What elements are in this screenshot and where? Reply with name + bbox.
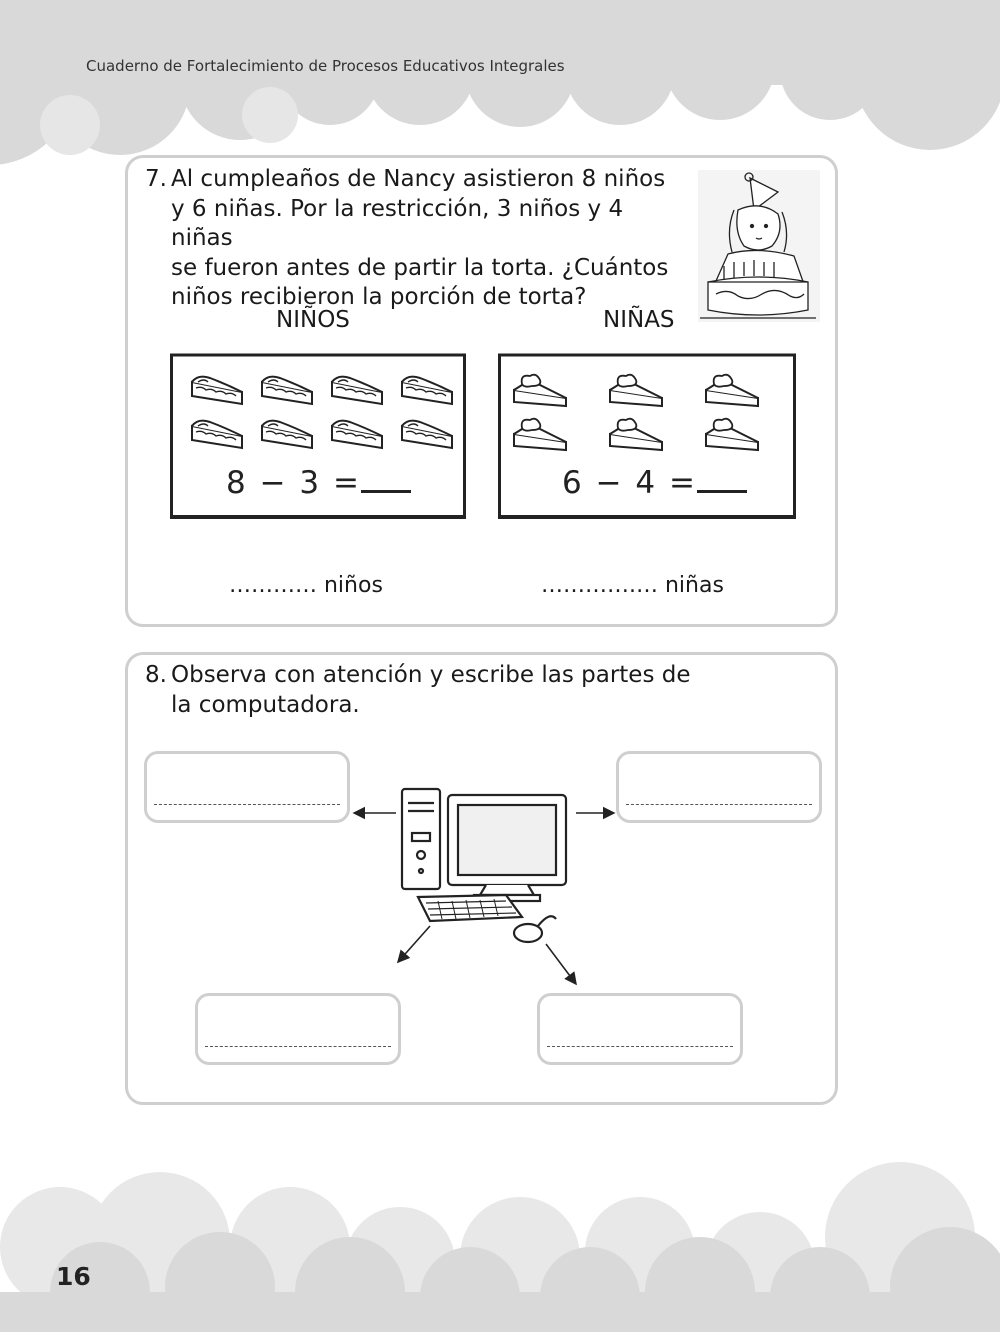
page-number: 16 <box>56 1262 91 1291</box>
question-7-number: 7. <box>145 166 167 192</box>
computer-illustration <box>398 783 570 945</box>
boys-label: NIÑOS <box>276 307 350 333</box>
girls-answer-line[interactable]: ………….… niñas <box>541 573 724 598</box>
boys-equation-text: 8 − 3 = <box>226 465 361 501</box>
question-8-text: Observa con atención y escribe las partes de la computadora. <box>171 662 691 718</box>
question-8-number: 8. <box>145 662 167 688</box>
girls-label: NIÑAS <box>603 307 675 333</box>
girls-equation-text: 6 − 4 = <box>562 465 697 501</box>
header-title: Cuaderno de Fortalecimiento de Procesos Educativos Integrales <box>86 57 565 75</box>
question-7-text: Al cumpleaños de Nancy asistieron 8 niños y 6 niñas. Por la restricción, 3 niños y 4 niñas se fueron antes de partir la torta. ¿Cuántos niños recibieron la porción de torta? <box>171 166 669 310</box>
arrow-to-mouse-label <box>546 944 576 984</box>
mouse-icon <box>514 924 542 942</box>
boys-answer-line[interactable]: ………… niños <box>229 573 383 598</box>
